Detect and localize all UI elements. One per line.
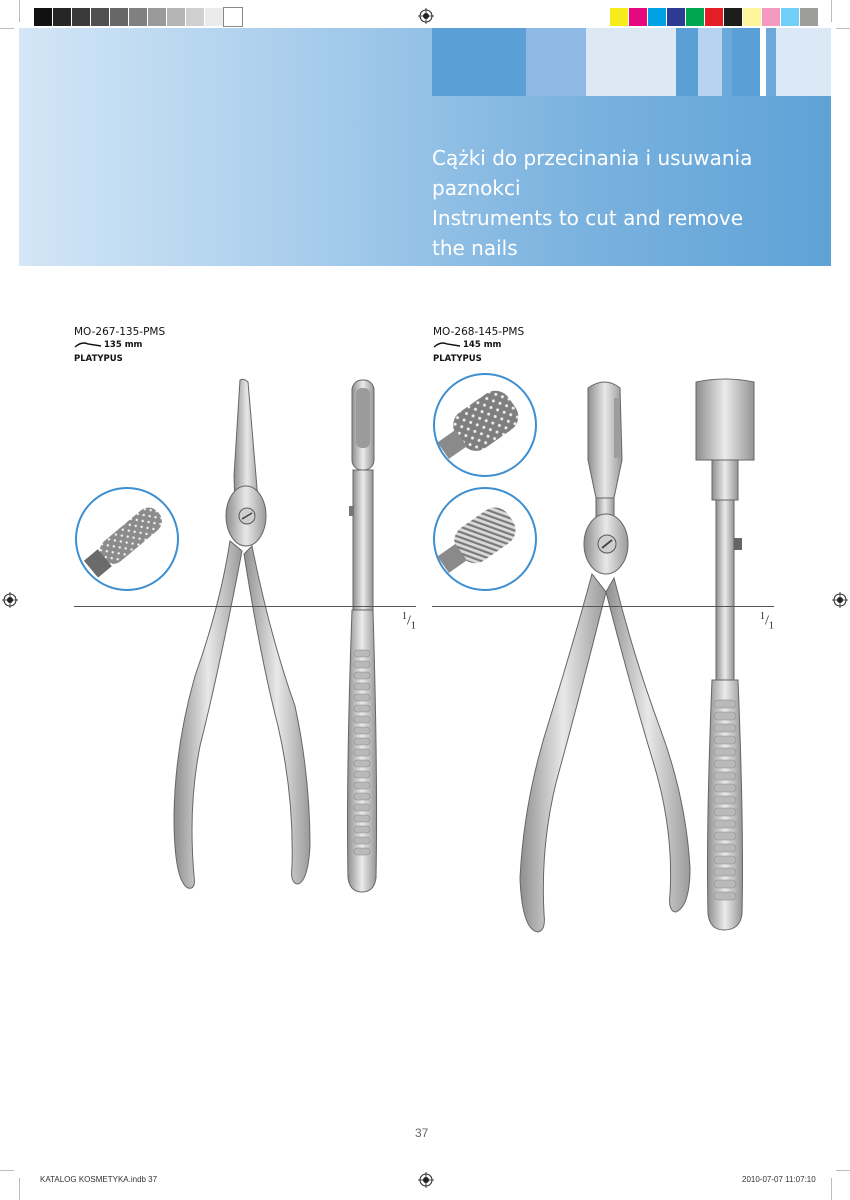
curved-tip-icon xyxy=(433,341,461,349)
product-code: MO-267-135-PMS xyxy=(74,326,166,338)
scale-divider-line xyxy=(74,606,416,607)
grip-rib xyxy=(714,844,736,852)
pliers-front-view-image xyxy=(510,378,700,938)
calibration-swatch xyxy=(91,8,109,26)
crop-mark xyxy=(836,1170,850,1171)
banner-block xyxy=(766,28,776,96)
print-timestamp: 2010-07-07 11:07:10 xyxy=(742,1175,816,1184)
grip-rib xyxy=(354,694,370,701)
calibration-swatch xyxy=(186,8,204,26)
grip-rib xyxy=(354,826,370,833)
calibration-swatch xyxy=(686,8,704,26)
page-title xyxy=(432,143,822,263)
scale-denominator: 1 xyxy=(768,620,774,632)
product-length: 135 mm xyxy=(104,340,143,350)
grip-rib xyxy=(714,868,736,876)
grip-rib xyxy=(714,892,736,900)
title-line-en-2: the nails xyxy=(432,236,518,260)
product-type: PLATYPUS xyxy=(433,354,482,364)
grip-rib xyxy=(354,782,370,789)
scale-divider-line xyxy=(432,606,774,607)
banner-block xyxy=(526,28,586,96)
grip-rib xyxy=(714,880,736,888)
calibration-swatch xyxy=(762,8,780,26)
registration-mark-left-icon xyxy=(2,592,18,608)
banner-block xyxy=(432,28,526,96)
scale-indicator: $^1/_1$ xyxy=(402,611,416,632)
calibration-swatch xyxy=(648,8,666,26)
calibration-swatch xyxy=(724,8,742,26)
grip-rib xyxy=(354,705,370,712)
registration-mark-right-icon xyxy=(832,592,848,608)
grip-rib xyxy=(714,700,736,708)
title-line-en-1: Instruments to cut and remove xyxy=(432,206,744,230)
grip-rib xyxy=(714,856,736,864)
product-type: PLATYPUS xyxy=(74,354,123,364)
calibration-swatch xyxy=(667,8,685,26)
grip-rib xyxy=(354,683,370,690)
grip-rib xyxy=(354,793,370,800)
crop-mark xyxy=(831,1178,832,1200)
calibration-swatch xyxy=(110,8,128,26)
grip-rib xyxy=(714,808,736,816)
grip-rib xyxy=(354,650,370,657)
grip-rib xyxy=(354,771,370,778)
crop-mark xyxy=(19,1178,20,1200)
grip-rib xyxy=(354,815,370,822)
title-line-pl-2: paznokci xyxy=(432,176,521,200)
calibration-swatch xyxy=(743,8,761,26)
crop-mark xyxy=(19,0,20,22)
grip-rib xyxy=(354,837,370,844)
pliers-side-view-image xyxy=(690,378,760,934)
crop-mark xyxy=(831,0,832,22)
product-length: 145 mm xyxy=(463,340,502,350)
grip-rib xyxy=(714,772,736,780)
calibration-swatch xyxy=(72,8,90,26)
grip-rib xyxy=(714,736,736,744)
scale-indicator: $^1/_1$ xyxy=(760,611,774,632)
pliers-side-view-image xyxy=(340,378,384,894)
grip-rib xyxy=(354,804,370,811)
crop-mark xyxy=(836,28,850,29)
grip-rib xyxy=(714,796,736,804)
scale-numerator: 1 xyxy=(402,611,407,622)
pliers-front-view-image xyxy=(160,376,330,896)
banner-block xyxy=(676,28,698,96)
grip-rib xyxy=(714,748,736,756)
calibration-swatch xyxy=(610,8,628,26)
registration-mark-top-icon xyxy=(418,8,434,24)
title-line-pl-1: Cążki do przecinania i usuwania xyxy=(432,146,753,170)
calibration-swatch xyxy=(800,8,818,26)
calibration-swatch xyxy=(205,8,223,26)
calibration-swatch xyxy=(129,8,147,26)
grip-rib xyxy=(714,784,736,792)
banner-block xyxy=(776,28,831,96)
calibration-swatch xyxy=(167,8,185,26)
grip-rib xyxy=(714,724,736,732)
grip-rib xyxy=(354,738,370,745)
grip-rib xyxy=(354,727,370,734)
calibration-swatch xyxy=(148,8,166,26)
grip-rib xyxy=(354,672,370,679)
grip-rib xyxy=(714,820,736,828)
product-code: MO-268-145-PMS xyxy=(433,326,525,338)
grip-rib xyxy=(714,832,736,840)
scale-denominator: 1 xyxy=(410,620,416,632)
calibration-swatch xyxy=(781,8,799,26)
banner-block xyxy=(732,28,760,96)
crop-mark xyxy=(0,1170,14,1171)
calibration-swatch xyxy=(629,8,647,26)
crop-mark xyxy=(0,28,14,29)
grip-rib xyxy=(354,848,370,855)
calibration-swatch xyxy=(34,8,52,26)
grip-rib xyxy=(354,716,370,723)
grip-rib xyxy=(354,749,370,756)
registration-mark-bottom-icon xyxy=(418,1172,434,1188)
banner-block xyxy=(586,28,676,96)
file-slug: KATALOG KOSMETYKA.indb 37 xyxy=(40,1175,158,1184)
calibration-swatch xyxy=(53,8,71,26)
curved-tip-icon xyxy=(74,341,102,349)
banner-block xyxy=(698,28,722,96)
scale-numerator: 1 xyxy=(760,611,765,622)
calibration-swatch xyxy=(705,8,723,26)
page-number: 37 xyxy=(415,1126,429,1140)
grip-rib xyxy=(354,661,370,668)
calibration-swatch xyxy=(224,8,242,26)
grip-rib xyxy=(714,712,736,720)
grip-rib xyxy=(714,760,736,768)
grip-rib xyxy=(354,760,370,767)
